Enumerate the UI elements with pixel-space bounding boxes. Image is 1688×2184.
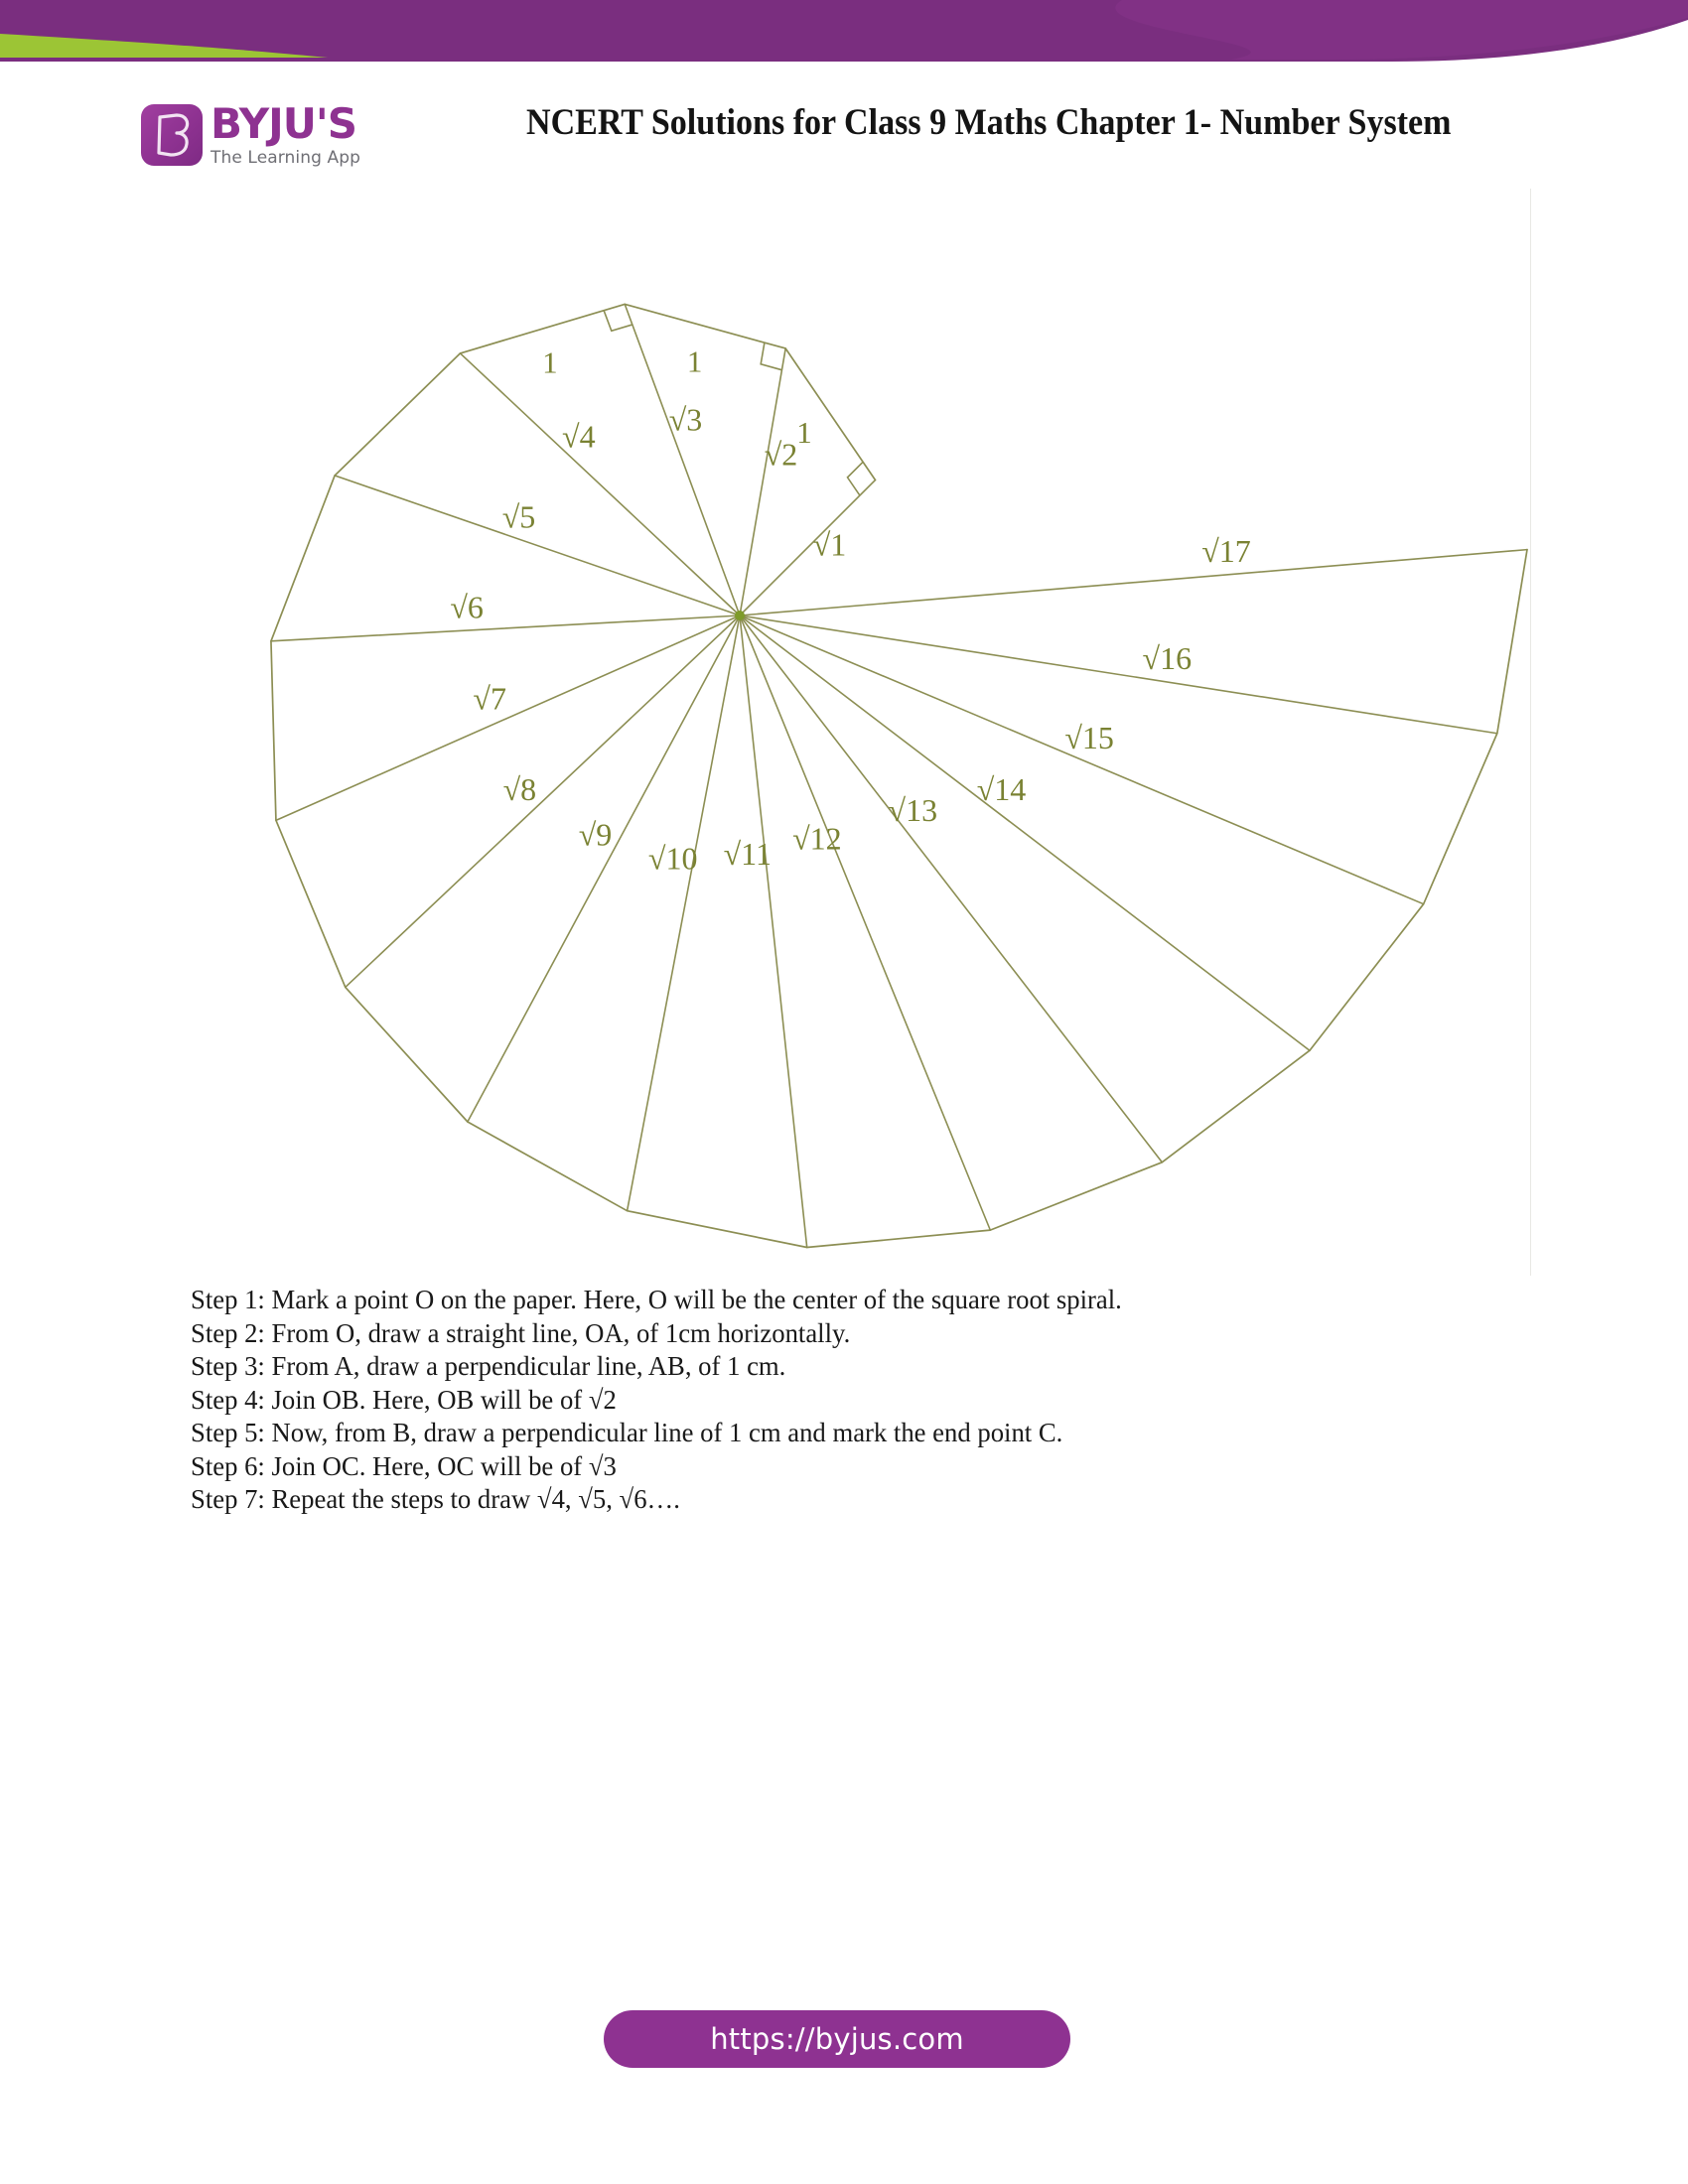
header-green-band [0,0,1688,58]
spiral-outer-chain [271,304,1527,1247]
spiral-radius-17 [740,550,1527,615]
unit-length-label-2: 1 [686,343,703,379]
hypotenuse-label-12: √12 [792,820,842,857]
spiral-radius-15 [740,615,1424,904]
byjus-tagline: The Learning App [211,148,361,168]
header-green-tail [0,34,328,58]
spiral-radius-3 [625,304,740,615]
logo-b-glyph-icon [141,104,203,166]
hypotenuse-label-2: √2 [764,436,798,473]
page-title: NCERT Solutions for Class 9 Maths Chapter 1- Number System [526,102,1452,143]
step-line: Step 1: Mark a point O on the paper. Here, O will be the center of the square root spiral. [191,1284,1122,1314]
spiral-labels [450,343,1250,876]
hypotenuse-label-5: √5 [501,498,536,535]
hypotenuse-label-1: √1 [812,526,847,563]
hypotenuse-label-11: √11 [723,836,772,873]
step-line: Step 3: From A, draw a perpendicular line, AB, of 1 cm. [191,1350,786,1381]
spiral-geometry [271,304,1527,1247]
hypotenuse-label-7: √7 [473,680,506,717]
hypotenuse-label-15: √15 [1064,720,1114,756]
header-purple-gloss [1115,0,1688,60]
hypotenuse-label-3: √3 [668,401,703,438]
header-decorative-bands [0,0,1688,89]
byjus-url-label: https://byjus.com [710,2022,964,2056]
unit-length-label-3: 1 [542,344,558,380]
byjus-logo-mark-icon [141,104,203,166]
spiral-radius-6 [271,615,740,641]
header-purple-band [0,0,1688,62]
hypotenuse-label-9: √9 [578,816,613,853]
construction-steps [191,1283,1432,1516]
step-line: Step 5: Now, from B, draw a perpendicular line of 1 cm and mark the end point C. [191,1417,1063,1447]
spiral-radius-4 [460,353,740,615]
byjus-url-button[interactable] [604,2010,1070,2068]
hypotenuse-label-14: √14 [976,770,1027,807]
spiral-radius-16 [740,615,1497,734]
header-purple-top [0,0,1688,62]
hypotenuse-label-8: √8 [502,771,537,808]
step-line: Step 2: From O, draw a straight line, OA, of 1cm horizontally. [191,1316,851,1348]
byjus-wordmark: BYJU'S [211,99,356,148]
hypotenuse-label-6: √6 [450,589,484,625]
hypotenuse-label-17: √17 [1201,533,1251,570]
step-line: Step 4: Join OB. Here, OB will be of √2 [191,1383,617,1415]
spiral-center-point [735,611,745,620]
hypotenuse-label-10: √10 [647,840,698,877]
byjus-logo-text [211,99,361,168]
spiral-radius-9 [468,615,740,1122]
hypotenuse-label-16: √16 [1142,640,1193,677]
square-root-spiral-figure [0,194,1688,1286]
hypotenuse-label-4: √4 [562,418,596,455]
spiral-radius-12 [740,615,990,1230]
step-line: Step 6: Join OC. Here, OC will be of √3 [191,1449,617,1481]
spiral-radius-11 [740,615,807,1248]
byjus-logo [141,94,439,176]
hypotenuse-label-13: √13 [888,791,938,828]
right-angle-mark-1 [848,462,864,495]
spiral-radius-5 [335,476,740,615]
unit-length-label-1: 1 [796,415,812,451]
step-line: Step 7: Repeat the steps to draw √4, √5, √6…. [191,1483,680,1514]
